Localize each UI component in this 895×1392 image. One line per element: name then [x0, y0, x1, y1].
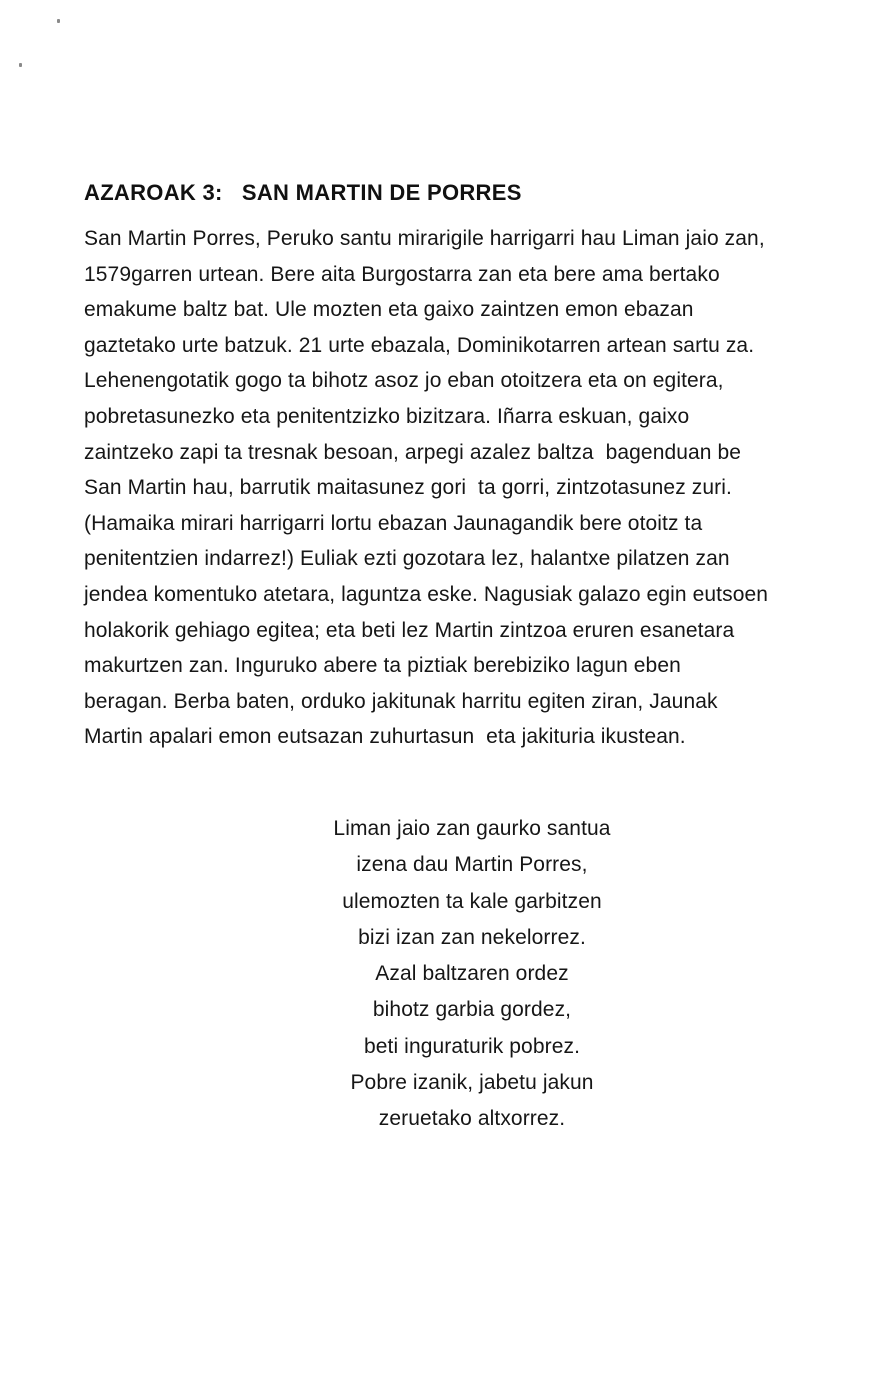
body-text-line: zaintzeko zapi ta tresnak besoan, arpegi azalez baltza bagenduan be	[84, 440, 742, 464]
poem	[84, 811, 860, 1138]
body-text-line: Lehenengotatik gogo ta bihotz asoz jo eban otoitzera eta on egitera,	[84, 369, 724, 393]
body-text-line: beragan. Berba baten, orduko jakitunak harritu egiten ziran, Jaunak	[84, 689, 718, 713]
scan-artifact	[19, 63, 22, 67]
body-text-line: Martin apalari emon eutsazan zuhurtasun eta jakituria ikustean.	[84, 725, 686, 749]
poem-text-line: beti inguraturik pobrez.	[363, 1034, 581, 1058]
poem-text-line: bizi izan zan nekelorrez.	[358, 925, 586, 949]
poem-text-line: Liman jaio zan gaurko santua	[333, 817, 611, 840]
body-text-line: San Martin Porres, Peruko santu mirarigile harrigarri hau Liman jaio zan,	[84, 227, 765, 250]
body-text-line: (Hamaika mirari harrigarri lortu ebazan Jaunagandik bere otoitz ta	[84, 511, 703, 535]
body-text-line: San Martin hau, barrutik maitasunez gori ta gorri, zintzotasunez zuri.	[84, 476, 732, 500]
scan-artifact	[57, 19, 60, 23]
body-text-line: 1579garren urtean. Bere aita Burgostarra zan eta bere ama bertako	[84, 262, 720, 286]
poem-text-line: zeruetako altxorrez.	[378, 1107, 566, 1131]
body-text-line: holakorik gehiago egitea; eta beti lez Martin zintzoa eruren esanetara	[84, 618, 735, 642]
body-text-line: makurtzen zan. Inguruko abere ta piztiak berebiziko lagun eben	[84, 654, 681, 678]
body-text-line: gaztetako urte batzuk. 21 urte ebazala, Dominikotarren artean sartu za.	[84, 333, 755, 357]
poem-text-line: izena dau Martin Porres,	[356, 853, 588, 877]
body-paragraph	[84, 221, 874, 755]
page-title: AZAROAK 3: SAN MARTIN DE PORRES	[84, 180, 522, 205]
body-text-line: emakume baltz bat. Ule mozten eta gaixo zaintzen emon ebazan	[84, 298, 694, 322]
poem-text-line: Pobre izanik, jabetu jakun	[350, 1071, 594, 1095]
body-text-line: jendea komentuko atetara, laguntza eske. Nagusiak galazo egin eutsoen	[84, 582, 769, 606]
poem-text-line: ulemozten ta kale garbitzen	[342, 889, 602, 913]
body-text-line: pobretasunezko eta penitentzizko bizitzara. Iñarra eskuan, gaixo	[84, 404, 690, 428]
poem-text-line: bihotz garbia gordez,	[372, 998, 572, 1022]
body-text-line: penitentzien indarrez!) Euliak ezti gozotara lez, halantxe pilatzen zan	[84, 547, 730, 571]
poem-text-line: Azal baltzaren ordez	[375, 962, 569, 986]
